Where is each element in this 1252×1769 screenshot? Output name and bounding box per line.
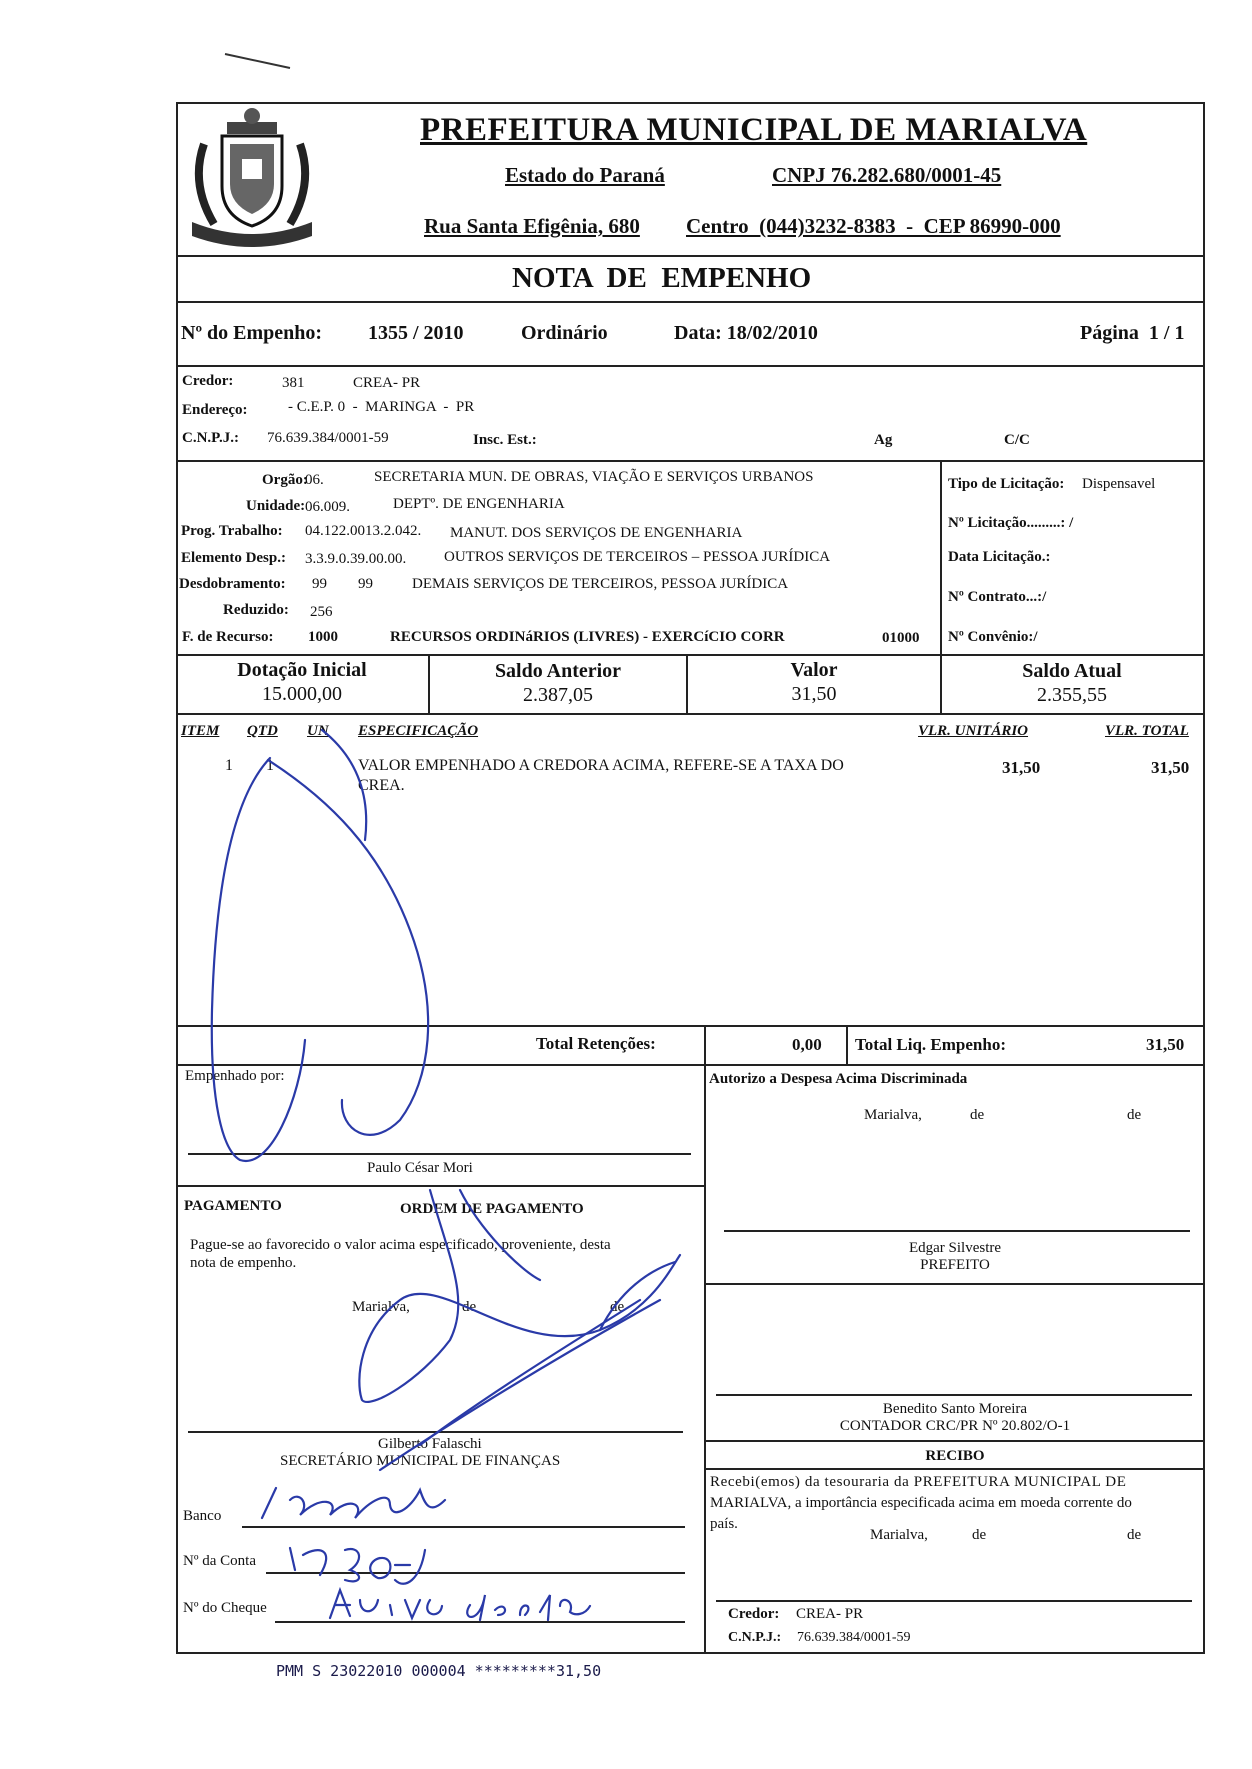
elemento-label: Elemento Desp.: <box>181 550 286 566</box>
desdobramento-code2: 99 <box>358 576 373 592</box>
coat-of-arms-logo <box>182 104 322 254</box>
cnpj-label: C.N.P.J.: <box>182 430 239 446</box>
desdobramento-label: Desdobramento: <box>179 576 286 592</box>
recurso-value: RECURSOS ORDINáRIOS (LIVRES) - EXERCíCIO CORR <box>390 629 785 645</box>
unidade-value: DEPTº. DE ENGENHARIA <box>393 496 565 512</box>
recibo-de1: de <box>972 1527 987 1543</box>
prefeito-name: Edgar Silvestre <box>908 1240 1002 1256</box>
numero-convenio: Nº Convênio:/ <box>948 629 1038 645</box>
elemento-code: 3.3.9.0.39.00.00. <box>305 551 407 567</box>
contador-title: CONTADOR CRC/PR Nº 20.802/O-1 <box>839 1418 1071 1434</box>
col-item: ITEM <box>181 723 220 739</box>
recibo-credor-value: CREA- PR <box>796 1606 864 1622</box>
elemento-value: OUTROS SERVIÇOS DE TERCEIROS – PESSOA JURÍDICA <box>444 549 831 565</box>
numero-contrato: Nº Contrato...:/ <box>948 589 1047 605</box>
credor-label: Credor: <box>182 373 234 389</box>
total-liq-label: Total Liq. Empenho: <box>855 1035 1006 1054</box>
header-address: Rua Santa Efigênia, 680 <box>424 214 640 238</box>
recibo-cnpj-label: C.N.P.J.: <box>728 1630 782 1645</box>
pagamento-text-line2: nota de empenho. <box>190 1255 297 1271</box>
row-especificacao-line2: CREA. <box>358 777 405 794</box>
orgao-value: SECRETARIA MUN. DE OBRAS, VIAÇÃO E SERVIÇOS URBANOS <box>374 469 814 485</box>
recibo-city: Marialva, <box>870 1527 928 1543</box>
saldo-atual-label: Saldo Atual <box>1022 660 1122 682</box>
recibo-cnpj-value: 76.639.384/0001-59 <box>797 1630 911 1645</box>
numero-licitacao: Nº Licitação.........: / <box>948 515 1074 531</box>
dotacao-inicial-label: Dotação Inicial <box>237 659 367 681</box>
col-qtd: QTD <box>247 723 278 739</box>
recibo-de2: de <box>1127 1527 1142 1543</box>
row-qtd: 1 <box>266 757 274 774</box>
credor-name: CREA- PR <box>353 375 421 391</box>
orgao-label: Orgão: <box>262 472 308 488</box>
document-title: NOTA DE EMPENHO <box>512 262 812 294</box>
pagamento-text-line1: Pague-se ao favorecido o valor acima especificado, proveniente, desta <box>190 1237 611 1253</box>
empenho-type: Ordinário <box>521 322 608 344</box>
page-number: Página 1 / 1 <box>1080 322 1185 344</box>
empenho-number-label: Nº do Empenho: <box>181 322 323 344</box>
insc-label: Insc. Est.: <box>473 432 537 448</box>
recibo-text-line2: MARIALVA, a importância especificada acima em moeda corrente do <box>710 1495 1132 1511</box>
col-vlr-total: VLR. TOTAL <box>1105 723 1189 739</box>
prog-value: MANUT. DOS SERVIÇOS DE ENGENHARIA <box>450 525 743 541</box>
desdobramento-code1: 99 <box>312 576 327 592</box>
unidade-code: 06.009. <box>305 499 350 515</box>
row-vlr-unitario: 31,50 <box>1002 758 1041 777</box>
col-un: UN <box>307 723 329 739</box>
empenhado-por-name: Paulo César Mori <box>367 1160 473 1176</box>
autorizo-title: Autorizo a Despesa Acima Discriminada <box>709 1071 968 1087</box>
endereco-value: - C.E.P. 0 - MARINGA - PR <box>288 399 475 415</box>
total-liq-value: 31,50 <box>1146 1035 1185 1054</box>
desdobramento-value: DEMAIS SERVIÇOS DE TERCEIROS, PESSOA JURÍDICA <box>412 576 789 592</box>
total-retencoes-label: Total Retenções: <box>536 1034 656 1053</box>
tipo-licitacao-label: Tipo de Licitação: <box>948 476 1065 492</box>
header-contact: Centro (044)3232-8383 - CEP 86990-000 <box>686 214 1061 238</box>
saldo-anterior-value: 2.387,05 <box>523 684 593 706</box>
reduzido-label: Reduzido: <box>223 602 289 618</box>
header-state: Estado do Paraná <box>505 163 665 187</box>
cheque-label: Nº do Cheque <box>183 1600 267 1616</box>
tipo-licitacao-value: Dispensavel <box>1082 476 1156 492</box>
saldo-anterior-label: Saldo Anterior <box>494 660 622 682</box>
row-item: 1 <box>225 757 233 774</box>
col-especificacao: ESPECIFICAÇÃO <box>358 723 479 739</box>
secretario-title: SECRETÁRIO MUNICIPAL DE FINANÇAS <box>280 1453 561 1469</box>
empenho-date: Data: 18/02/2010 <box>674 322 818 344</box>
recurso-code: 1000 <box>308 629 338 645</box>
empenhado-por-label: Empenhado por: <box>185 1068 285 1084</box>
valor-value: 31,50 <box>791 683 837 705</box>
header-title: PREFEITURA MUNICIPAL DE MARIALVA <box>420 112 1088 148</box>
data-licitacao: Data Licitação.: <box>948 549 1051 565</box>
pagamento-label: PAGAMENTO <box>184 1198 282 1214</box>
autorizo-city: Marialva, <box>864 1107 922 1123</box>
credor-code: 381 <box>282 375 305 391</box>
unidade-label: Unidade: <box>246 498 306 514</box>
recibo-title: RECIBO <box>925 1448 985 1464</box>
row-vlr-total: 31,50 <box>1151 758 1190 777</box>
header-cnpj: CNPJ 76.282.680/0001-45 <box>772 163 1002 187</box>
prefeito-title: PREFEITO <box>920 1257 990 1273</box>
cnpj-value: 76.639.384/0001-59 <box>267 430 389 446</box>
pagamento-de1: de <box>462 1299 477 1315</box>
prog-label: Prog. Trabalho: <box>181 523 283 539</box>
autorizo-de1: de <box>970 1107 985 1123</box>
valor-label: Valor <box>790 659 838 681</box>
saldo-atual-value: 2.355,55 <box>1037 684 1107 706</box>
pagamento-city: Marialva, <box>352 1299 410 1315</box>
recibo-text-line3: país. <box>710 1516 738 1532</box>
machine-authentication: PMM S 23022010 000004 *********31,50 <box>276 1662 602 1680</box>
recurso-code2: 01000 <box>882 630 920 646</box>
recurso-label: F. de Recurso: <box>182 629 274 645</box>
conta-label: Nº da Conta <box>183 1553 256 1569</box>
empenho-number: 1355 / 2010 <box>368 322 464 344</box>
cc-label: C/C <box>1004 432 1030 448</box>
col-vlr-unitario: VLR. UNITÁRIO <box>918 723 1029 739</box>
recibo-text-line1: Recebi(emos) da tesouraria da PREFEITURA MUNICIPAL DE <box>710 1474 1127 1490</box>
row-especificacao-line1: VALOR EMPENHADO A CREDORA ACIMA, REFERE-SE A TAXA DO <box>358 757 844 774</box>
reduzido-value: 256 <box>310 604 333 620</box>
pagamento-de2: de <box>610 1299 625 1315</box>
recibo-credor-label: Credor: <box>728 1606 780 1622</box>
banco-label: Banco <box>183 1508 222 1524</box>
secretario-name: Gilberto Falaschi <box>378 1436 482 1452</box>
autorizo-de2: de <box>1127 1107 1142 1123</box>
contador-name: Benedito Santo Moreira <box>882 1401 1028 1417</box>
prog-code: 04.122.0013.2.042. <box>305 523 422 539</box>
ag-label: Ag <box>874 432 893 448</box>
total-retencoes-value: 0,00 <box>792 1035 822 1054</box>
endereco-label: Endereço: <box>182 402 248 418</box>
ordem-pagamento-label: ORDEM DE PAGAMENTO <box>400 1201 584 1217</box>
orgao-code: 06. <box>305 472 324 488</box>
dotacao-inicial-value: 15.000,00 <box>262 683 342 705</box>
